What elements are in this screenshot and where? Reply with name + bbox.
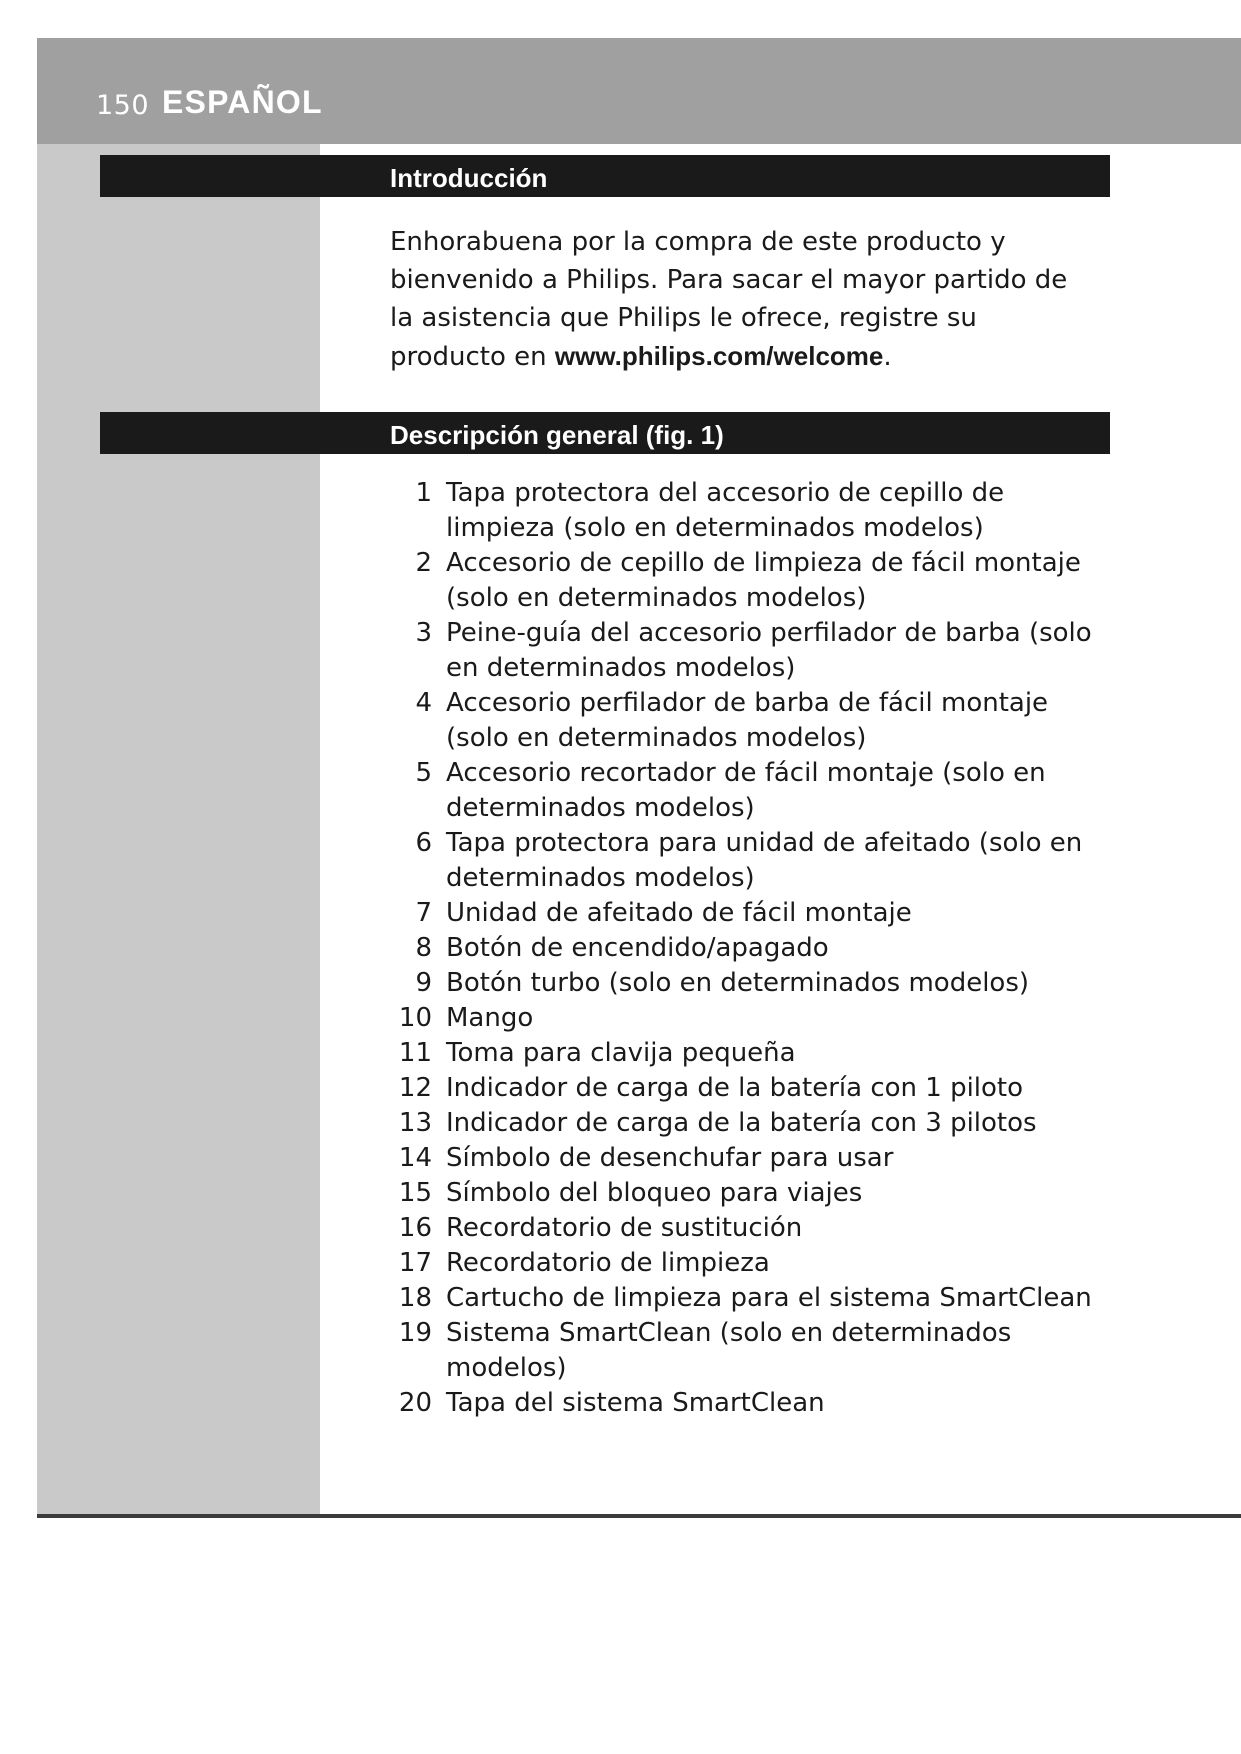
list-item-label: Accesorio perfilador de barba de fácil montaje (solo en determinados modelos)	[446, 688, 1049, 753]
section-spacer	[100, 376, 1110, 412]
list-item-label: Toma para clavija pequeña	[446, 1038, 796, 1068]
list-item-label: Peine-guía del accesorio perfilador de barba (solo en determinados modelos)	[446, 618, 1092, 683]
list-item	[390, 1281, 1110, 1316]
list-item-number: 14	[398, 1143, 432, 1173]
list-item-number: 16	[398, 1213, 432, 1243]
list-item-number: 17	[398, 1248, 432, 1278]
list-item-label: Recordatorio de limpieza	[446, 1248, 770, 1278]
list-item	[390, 826, 1110, 896]
list-item-number: 13	[398, 1108, 432, 1138]
list-item-label: Tapa del sistema SmartClean	[446, 1388, 825, 1418]
page-content	[100, 155, 1110, 1421]
list-item-number: 3	[415, 618, 432, 648]
list-item-label: Accesorio recortador de fácil montaje (solo en determinados modelos)	[446, 758, 1046, 823]
list-item-label: Recordatorio de sustitución	[446, 1213, 803, 1243]
list-item-number: 4	[415, 688, 432, 718]
list-item-number: 19	[398, 1318, 432, 1348]
list-item-number: 10	[398, 1003, 432, 1033]
list-item	[390, 1106, 1110, 1141]
page-bottom-rule	[37, 1514, 1241, 1518]
welcome-url: www.philips.com/welcome	[554, 341, 884, 371]
left-gray-margin-strip	[37, 144, 101, 1514]
list-item-number: 7	[415, 898, 432, 928]
list-item	[390, 1246, 1110, 1281]
list-item-label: Indicador de carga de la batería con 3 pilotos	[446, 1108, 1037, 1138]
introduction-paragraph	[390, 223, 1080, 376]
list-item	[390, 616, 1110, 686]
list-item-number: 8	[415, 933, 432, 963]
list-item-label: Accesorio de cepillo de limpieza de fácil montaje (solo en determinados modelos)	[446, 548, 1081, 613]
list-item	[390, 1036, 1110, 1071]
list-item-label: Símbolo de desenchufar para usar	[446, 1143, 894, 1173]
list-item-number: 6	[415, 828, 432, 858]
list-item-label: Sistema SmartClean (solo en determinados modelos)	[446, 1318, 1012, 1383]
list-item-number: 5	[415, 758, 432, 788]
list-item	[390, 546, 1110, 616]
list-item	[390, 1316, 1110, 1386]
page-title: ESPAÑOL	[162, 84, 323, 120]
list-item-label: Unidad de afeitado de fácil montaje	[446, 898, 912, 928]
introduction-text-before: Enhorabuena por la compra de este producto y bienvenido a Philips. Para sacar el mayor partido de la asistencia que Philips le ofrece, registre su producto en	[390, 227, 1068, 372]
list-item	[390, 1386, 1110, 1421]
list-item	[390, 1001, 1110, 1036]
list-item	[390, 966, 1110, 1001]
list-item-number: 1	[415, 478, 432, 508]
introduction-text-after: .	[883, 342, 892, 372]
list-item-label: Tapa protectora del accesorio de cepillo de limpieza (solo en determinados modelos)	[446, 478, 1005, 543]
list-item	[390, 896, 1110, 931]
list-item-number: 15	[398, 1178, 432, 1208]
list-item-number: 18	[398, 1283, 432, 1313]
list-item	[390, 1141, 1110, 1176]
list-item-number: 20	[398, 1388, 432, 1418]
section-heading-label: Descripción general (fig. 1)	[390, 420, 724, 450]
list-item-number: 11	[398, 1038, 432, 1068]
list-item	[390, 756, 1110, 826]
list-item-label: Mango	[446, 1003, 534, 1033]
list-item-label: Botón de encendido/apagado	[446, 933, 829, 963]
list-item-label: Cartucho de limpieza para el sistema SmartClean	[446, 1283, 1092, 1313]
list-item-label: Botón turbo (solo en determinados modelos)	[446, 968, 1030, 998]
list-item-number: 12	[398, 1073, 432, 1103]
list-item-label: Símbolo del bloqueo para viajes	[446, 1178, 863, 1208]
list-item	[390, 1176, 1110, 1211]
list-item	[390, 476, 1110, 546]
list-item	[390, 1211, 1110, 1246]
list-item-number: 9	[415, 968, 432, 998]
list-item-number: 2	[415, 548, 432, 578]
general-description-list	[390, 476, 1110, 1421]
list-item-label: Tapa protectora para unidad de afeitado (solo en determinados modelos)	[446, 828, 1083, 893]
list-item	[390, 1071, 1110, 1106]
page-number: 150	[96, 90, 150, 121]
list-item-label: Indicador de carga de la batería con 1 piloto	[446, 1073, 1024, 1103]
list-item	[390, 686, 1110, 756]
list-item	[390, 931, 1110, 966]
section-heading-label: Introducción	[390, 163, 548, 193]
section-heading-bar-introduccion	[100, 155, 1110, 197]
section-heading-bar-descripcion	[100, 412, 1110, 454]
